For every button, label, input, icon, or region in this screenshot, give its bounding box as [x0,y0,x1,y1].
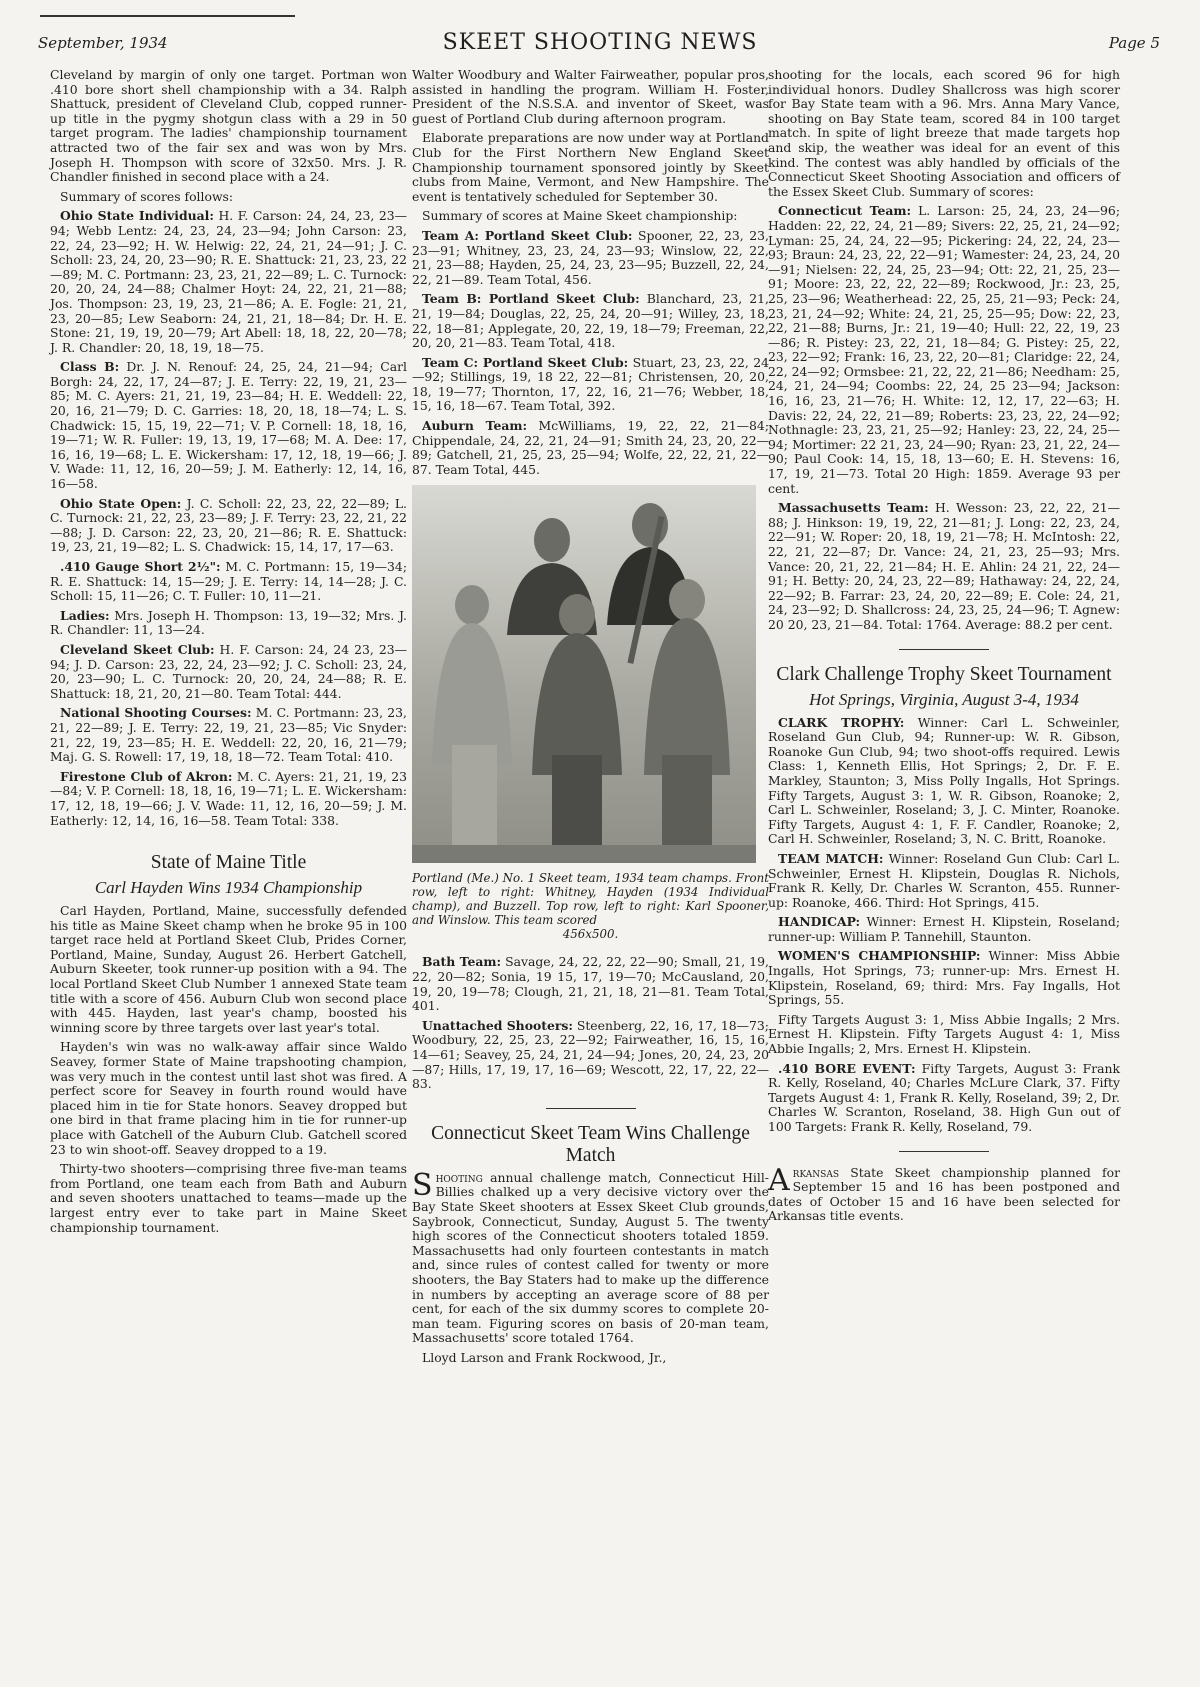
entry-text: L. Larson: 25, 24, 23, 24—96; Hadden: 22, 22, 24, 21—89; Sivers: 22, 25, 21, 24—92; Lyman: 25, 24, 24, 22—95; Pickering: 24, 22, 24, 23—93; Braun: 24, 23, 22, 22—91; Wamester: 24, 23, 24, 20—91; Nielsen: 22, 24, 25, 23—94; Ott: 22, 21, 25, 23—91; Moore: 23, 22, 22, 22—89; Rockwood, Jr.: 23, 25, 25, 23—96; Weatherhead: 22, 25, 25, 21—93; Peck: 24, 23, 21, 24—92; White: 24, 21, 25, 25—95; Dow: 22, 23, 22, 21—88; Burns, Jr.: 21, 19—40; Hull: 22, 22, 19, 23—86; R. Pistey: 23, 22, 21, 18—84; G. Pistey: 25, 22, 23, 22—92; Frank: 16, 23, 22, 20—81; Claridge: 22, 24, 22, 24—92; Ormsbee: 21, 22, 22, 21—86; Needham: 25, 24, 21, 24—94; Coombs: 22, 24, 25 23—94; Jackson: 16, 16, 23, 21—76; H. White: 12, 12, 17, 22—63; H. Davis: 22, 24, 22, 21—89; Roberts: 23, 23, 22, 24—92; Nothnagle: 23, 23, 21, 25—92; Hanley: 23, 22, 24, 25—94; Mortimer: 22 21, 23, 24—90; Ryan: 23, 21, 22, 24—90; Paul Cook: 14, 15, 18, 13—60; E. H. Stevens: 16, 17, 19, 21—73. Total 20 High: 1859. Average 93 per cent. [768,203,1120,496]
entry-heading: Ladies: [60,607,110,623]
article-paragraph: Hayden's win was no walk-away affair since Waldo Seavey, former State of Maine trapshooting champion, was very much in the contest until last shot was fired. A perfect score for Seavey in fourth round would have placed him in tie for State honors. Seavey dropped but one bird in that frame placing him in tie for runner-up place with Gatchell of the Auburn Club. Gatchell scored 23 to win shoot-off. Seavey dropped to a 19. [50,1039,407,1157]
team-photo-illustration [412,485,756,863]
score-entry [768,949,1120,1007]
score-entry [768,1062,1120,1135]
entry-heading: WOMEN'S CHAMPIONSHIP: [778,948,981,964]
entry-heading: Connecticut Team: [778,203,912,219]
article-paragraph [412,1167,769,1346]
score-entry [50,209,407,355]
score-entry [768,501,1120,632]
article-paragraph: Lloyd Larson and Frank Rockwood, Jr., [422,1349,667,1365]
drop-cap: A [768,1162,790,1198]
entry-text: Winner: Carl L. Schweinler, Roseland Gun Club, 94; Runner-up: W. R. Gibson, Roanoke Gun Club, 94; two shoot-offs required. Lewis Class: 1, Kenneth Ellis, Hot Springs; 2, Dr. F. E. Markley, Staunton; 3, Miss Polly Ingalls, Hot Springs. Fifty Targets, August 3: 1, W. R. Gibson, Roanoke; 2, Carl L. Schweinler, Roseland; 3, J. C. Minter, Roanoke. Fifty Targets, August 4: 1, F. F. Candler, Roanoke; 2, Carl H. Schweinler, Roseland; 3, N. C. Britt, Roanoke. [768,714,1120,847]
entry-text: Fifty Targets, August 3: Frank R. Kelly, Roseland, 40; Charles McLure Clark, 37. Fifty Targets August 4: 1, Frank R. Kelly, Roseland, 39; 2, Dr. Charles W. Scranton, Roseland, 38. High Gun out of 100 Targets: Frank R. Kelly, Roseland, 79. [768,1060,1120,1134]
entry-heading: Team B: Portland Skeet Club: [422,291,640,307]
article-paragraph: Summary of scores at Maine Skeet championship: [422,208,738,224]
score-entry [412,356,769,414]
issue-date: September, 1934 [38,34,168,52]
entry-text: H. Wesson: 23, 22, 22, 21—88; J. Hinkson: 19, 19, 22, 21—81; J. Long: 22, 23, 24, 22—91; W. Roper: 20, 18, 19, 21—78; H. McIntosh: 22, 22, 21, 22—87; Dr. Vance: 24, 21, 23, 25—93; Mrs. Vance: 20, 21, 22, 21—84; H. E. Ahlin: 24 21, 22, 24—91; H. Betty: 20, 24, 23, 22—89; Hathaway: 24, 22, 24, 22—92; B. Farrar: 23, 24, 20, 22—89; E. Cole: 24, 21, 24, 23—92; D. Shallcross: 24, 23, 25, 24—96; T. Agnew: 20 20, 23, 21—84. Total: 1764. Average: 88.2 per cent. [768,500,1120,632]
article-paragraph: Carl Hayden, Portland, Maine, successfully defended his title as Maine Skeet champ when he broke 95 in 100 target race held at Portland Skeet Club, Prides Corner, Portland, Maine, Sunday, August 26. Herbert Gatchell, Auburn Skeeter, took runner-up position with a 94. The local Portland Skeet Club Number 1 annexed State team title with a score of 456. Auburn Club won second place with 445. Hayden, last year's champ, boosted his winning score by three targets over last year's total. [50,903,407,1035]
lead-word: hooting [435,1169,483,1185]
score-entry [50,770,407,828]
caption-text: Portland (Me.) No. 1 Skeet team, 1934 team champs. Front row, left to right: Whitney, Hayden (1934 Individual champ), and Buzzell. Top row, left to right: Karl Spooner, and Winslow. This team scored [412,871,769,928]
entry-text: Steenberg, 22, 16, 17, 18—73; Woodbury, 22, 25, 23, 22—92; Fairweather, 16, 15, 16, 14—61; Seavey, 25, 24, 21, 24—94; Jones, 20, 24, 23, 20—87; Hills, 17, 19, 17, 16—69; Wescott, 22, 17, 22, 22—83. [412,1017,769,1092]
entry-heading: HANDICAP: [778,914,861,930]
score-entry [50,706,407,764]
clark-section-title: Clark Challenge Trophy Skeet Tournament [776,663,1112,685]
section-divider [546,1108,636,1109]
team-photo [412,485,756,863]
maine-section-title: State of Maine Title [150,852,307,874]
entry-text: H. F. Carson: 24, 24 23, 23—94; J. D. Carson: 23, 22, 24, 23—92; J. C. Scholl: 23, 24, 20, 23—90; L. C. Turnock: 20, 20, 24, 24—88; R. E. Shattuck: 18, 21, 20, 21—80. Team Total: 444. [50,641,407,701]
entry-text: M. C. Portmann: 23, 23, 21, 22—89; J. E. Terry: 22, 19, 21, 23—85; Vic Snyder: 21, 22, 19, 23—85; H. E. Weddell: 22, 20, 16, 21—79; Maj. G. S. Rowell: 17, 19, 18, 18—72. Team Total: 410. [50,705,407,765]
entry-heading: Team C: Portland Skeet Club: [422,354,629,370]
column-3 [768,68,1120,1229]
section-divider [899,1151,989,1152]
entry-heading: Auburn Team: [422,418,528,434]
entry-text: Fifty Targets August 3: 1, Miss Abbie Ingalls; 2 Mrs. Ernest H. Klipstein. Fifty Targets August 4: 1, Miss Abbie Ingalls; 2, Mrs. Ernest H. Klipstein. [768,1011,1120,1057]
entry-heading: National Shooting Courses: [60,705,252,721]
entry-text: H. F. Carson: 24, 24, 23, 23—94; Webb Lentz: 24, 23, 24, 23—94; John Carson: 23, 22, 24, 23—92; H. W. Helwig: 22, 24, 21, 24—91; J. C. Scholl: 23, 24, 20, 23—90; R. E. Shattuck: 21, 23, 23, 22—89; M. C. Portmann: 23, 23, 21, 22—89; L. C. Turnock: 20, 20, 24, 24—88; Chalmer Hoyt: 24, 22, 21, 21—88; Jos. Thompson: 23, 19, 23, 21—86; A. E. Fogle: 21, 21, 23, 20—85; Lew Seaborn: 24, 21, 21, 18—84; Dr. H. E. Stone: 21, 19, 19, 20—79; Art Abell: 18, 18, 22, 20—78; J. R. Chandler: 20, 18, 19, 18—75. [50,208,407,355]
entry-heading: Massachusetts Team: [778,500,929,516]
page-number: Page 5 [1108,34,1160,52]
score-entry [50,497,407,555]
score-entry [50,643,407,701]
score-entry [50,560,407,604]
article-paragraph: shooting for the locals, each scored 96 for high individual honors. Dudley Shallcross was high scorer for Bay State team with a 96. Mrs. Anna Mary Vance, shooting on Bay State team, scored 84 in 100 target match. In spite of light breeze that made targets hop and skip, the weather was ideal for an event of this kind. The contest was ably handled by officials of the Connecticut Skeet Shooting Association and officers of the Essex Skeet Club. Summary of scores: [768,67,1120,199]
maine-section-subtitle: Carl Hayden Wins 1934 Championship [94,878,363,898]
entry-heading: CLARK TROPHY: [778,714,905,730]
entry-heading: Class B: [60,359,120,375]
article-paragraph: Walter Woodbury and Walter Fairweather, popular pros, assisted in handling the program. William H. Foster, President of the N.S.S.A. and inventor of Skeet, was guest of Portland Club during afternoon program. [412,67,769,126]
entry-heading: Team A: Portland Skeet Club: [422,227,633,243]
entry-text: McWilliams, 19, 22, 22, 21—84; Chippendale, 24, 22, 21, 24—91; Smith 24, 23, 20, 22—89; Gatchell, 21, 25, 23, 25—94; Wolfe, 22, 22, 21, 22—87. Team Total, 445. [412,418,769,477]
entry-text: M. C. Ayers: 21, 21, 19, 23—84; V. P. Cornell: 18, 18, 16, 19—71; L. E. Wickersham: 17, 12, 18, 19—66; J. V. Wade: 11, 12, 16, 20—59; J. M. Eatherly: 12, 14, 16, 16—58. Team Total: 338. [50,768,407,828]
caption-score: 456x500. [562,927,619,942]
entry-text: Winner: Miss Abbie Ingalls, Hot Springs, 73; runner-up: Mrs. Ernest H. Klipstein, Roseland, 69; third: Mrs. Fay Ingalls, Hot Springs, 55. [768,948,1120,1008]
entry-text: M. C. Portmann: 15, 19—34; R. E. Shattuck: 14, 15—29; J. E. Terry: 14, 14—28; J. C. Scholl: 15, 11—26; C. T. Fuller: 10, 11—21. [50,559,407,604]
paragraph-text: annual challenge match, Connecticut Hill-Billies chalked up a very decisive victory over the Bay State Skeet shooters at Essex Skeet Club grounds, Saybrook, Connecticut, Sunday, August 5. The twenty high scores of the Connecticut shooters totaled 1859. Massachusetts had only fourteen contestants in match and, since rules of contest called for twenty or more shooters, the Bay Staters had to make up the difference in numbers by accepting an average score of 88 per cent, for each of the six dummy scores to complete 20-man team. Figuring scores on basis of 20-man team, Massachusetts' score totaled 1764. [412,1169,769,1346]
entry-heading: TEAM MATCH: [778,850,884,866]
score-entry [50,360,407,491]
entry-heading: Ohio State Individual: [60,208,214,224]
score-entry [768,204,1120,496]
score-entry [768,1013,1120,1057]
entry-heading: Firestone Club of Akron: [60,768,233,784]
score-entry [50,609,407,638]
entry-heading: Cleveland Skeet Club: [60,641,215,657]
entry-text: Savage, 24, 22, 22, 22—90; Small, 21, 19, 22, 20—82; Sonia, 19 15, 17, 19—70; McCausland, 20, 19, 20, 19—78; Clough, 21, 21, 18, 21—81. Team Total, 401. [412,954,769,1014]
photo-caption [412,871,769,941]
summary-line: Summary of scores follows: [60,188,234,204]
score-entry [768,915,1120,944]
section-divider [899,649,989,650]
entry-text: Blanchard, 23, 21, 21, 19—84; Douglas, 22, 25, 24, 20—91; Willey, 23, 18, 22, 18—81; Applegate, 20, 22, 19, 18—79; Freeman, 22, 20, 20, 21—83. Team Total, 418. [412,291,770,351]
publication-title: SKEET SHOOTING NEWS [442,30,758,55]
column-2 [412,68,769,1371]
score-entry [412,292,769,350]
score-entry [768,716,1120,847]
lead-word: rkansas [792,1164,840,1180]
paragraph-text: State Skeet championship planned for September 15 and 16 has been postponed and dates of October 15 and 16 have been selected for Arkansas title events. [768,1164,1120,1224]
score-entry [412,419,769,477]
entry-heading: .410 BORE EVENT: [778,1060,916,1076]
score-entry [412,1019,769,1092]
drop-cap: S [412,1167,433,1203]
entry-text: Stuart, 23, 23, 22, 24—92; Stillings, 19, 18 22, 22—81; Christensen, 20, 20, 18, 19—77; Thornton, 17, 22, 16, 21—76; Webber, 18, 15, 16, 18—67. Team Total, 392. [412,354,769,414]
entry-text: Winner: Roseland Gun Club: Carl L. Schweinler, Ernest H. Klipstein, Douglas R. Nichols, Frank R. Kelly, Dr. Charles W. Scranton, 455. Runner-up: Roanoke, 466. Third: Hot Springs, 415. [768,850,1120,910]
entry-heading: .410 Gauge Short 2½": [60,559,221,574]
connecticut-section-title: Connecticut Skeet Team Wins Challenge Match [431,1122,750,1166]
score-entry [768,852,1120,910]
entry-text: Dr. J. N. Renouf: 24, 25, 24, 21—94; Carl Borgh: 24, 22, 17, 24—87; J. E. Terry: 22, 19, 21, 23—85; M. C. Ayers: 21, 21, 19, 23—84; H. E. Weddell: 22, 20, 16, 21—79; D. C. Garries: 18, 20, 18, 18—74; L. S. Chadwick: 15, 15, 19, 22—71; V. P. Cornell: 18, 18, 16, 19—71; W. R. Fuller: 19, 13, 19, 17—68; M. A. Dee: 17, 16, 16, 19—68; L. E. Wickersham: 17, 12, 18, 19—66; J. V. Wade: 11, 12, 16, 20—59; J. M. Eatherly: 12, 14, 16, 16—58. [50,359,407,492]
clark-section-subtitle: Hot Springs, Virginia, August 3-4, 1934 [809,689,1079,709]
entry-text: Spooner, 22, 23, 23, 23—91; Whitney, 23, 23, 24, 23—93; Winslow, 22, 22, 21, 23—88; Hayden, 25, 24, 23, 23—95; Buzzell, 22, 24, 22, 21—89. Team Total, 456. [412,227,769,287]
entry-heading: Ohio State Open: [60,495,182,511]
entry-text: Mrs. Joseph H. Thompson: 13, 19—32; Mrs. J. R. Chandler: 11, 13—24. [50,607,407,638]
article-paragraph: Elaborate preparations are now under way at Portland Club for the First Northern New England Skeet Championship tournament sponsored jointly by Skeet clubs from Maine, Vermont, and New Hampshire. The event is tentatively scheduled for September 30. [412,130,769,204]
article-paragraph: Thirty-two shooters—comprising three five-man teams from Portland, one team each from Bath and Auburn and seven shooters unattached to teams—made up the largest entry ever to take part in Maine Skeet championship tournament. [50,1161,407,1235]
arkansas-notice [768,1162,1120,1224]
entry-text: Winner: Ernest H. Klipstein, Roseland; runner-up: William P. Tannehill, Staunton. [768,914,1120,944]
entry-heading: Unattached Shooters: [422,1017,573,1033]
entry-heading: Bath Team: [422,954,502,970]
score-entry [412,955,769,1013]
top-rule [40,15,295,17]
intro-paragraph: Cleveland by margin of only one target. Portman won .410 bore short shell championship with a 34. Ralph Shattuck, president of Cleveland Club, copped runner-up title in the pygmy shotgun class with a 29 in 50 target program. The ladies' championship tournament attracted two of the fair sex and was won by Mrs. Joseph H. Thompson with score of 32x50. Mrs. J. R. Chandler finished in second place with a 24. [50,67,407,185]
column-1 [50,68,407,1240]
score-entry [412,229,769,287]
entry-text: J. C. Scholl: 22, 23, 22, 22—89; L. C. Turnock: 21, 22, 23, 23—89; J. F. Terry: 23, 22, 21, 22—88; J. D. Carson: 22, 23, 20, 21—86; R. E. Shattuck: 19, 23, 21, 19—82; L. S. Chadwick: 15, 14, 17, 17—63. [50,495,407,555]
